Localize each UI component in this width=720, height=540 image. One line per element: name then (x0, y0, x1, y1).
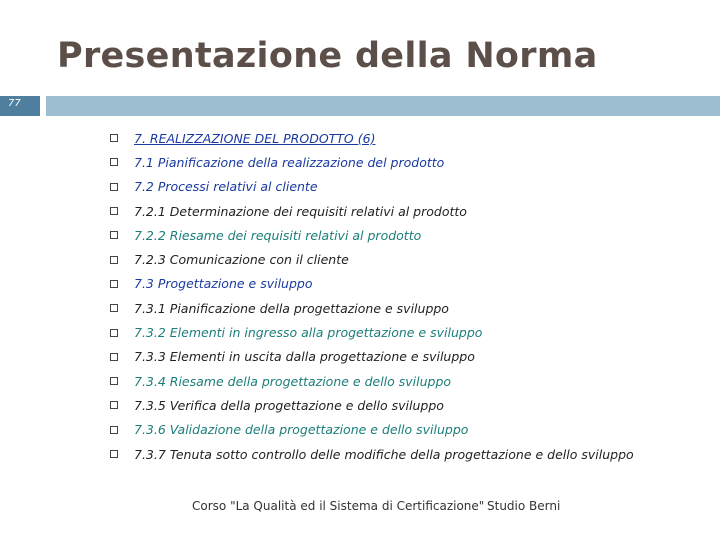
list-item-text: 7.2.3 Comunicazione con il cliente (134, 252, 349, 268)
list-item-text: 7.3.2 Elementi in ingresso alla progettazione e sviluppo (134, 325, 483, 341)
square-bullet-icon (110, 377, 118, 385)
list-item (110, 296, 634, 320)
square-bullet-icon (110, 207, 118, 215)
list-item (110, 345, 634, 369)
list-item-text: 7.3.1 Pianificazione della progettazione e sviluppo (134, 300, 449, 316)
slide-number-box (0, 96, 40, 116)
list-item (110, 369, 634, 393)
list-item-text: 7.3 Progettazione e sviluppo (134, 276, 313, 292)
square-bullet-icon (110, 353, 118, 361)
list-item (110, 223, 634, 247)
list-item (110, 418, 634, 442)
list-item (110, 199, 634, 223)
list-item (110, 150, 634, 174)
square-bullet-icon (110, 158, 118, 166)
list-item-text: 7.2 Processi relativi al cliente (134, 179, 318, 195)
footer-course: Corso "La Qualità ed il Sistema di Certificazione" (192, 499, 485, 513)
list-item (110, 247, 634, 271)
header-bar (46, 96, 720, 116)
list-item-text: 7.3.7 Tenuta sotto controllo delle modifiche della progettazione e dello sviluppo (134, 446, 634, 462)
slide-title: Presentazione della Norma (57, 36, 598, 76)
square-bullet-icon (110, 401, 118, 409)
square-bullet-icon (110, 231, 118, 239)
list-item (110, 126, 634, 150)
square-bullet-icon (110, 256, 118, 264)
square-bullet-icon (110, 134, 118, 142)
list-item (110, 175, 634, 199)
list-item (110, 320, 634, 344)
bullet-list (110, 126, 634, 466)
list-item-text: 7.3.5 Verifica della progettazione e dello sviluppo (134, 397, 444, 413)
list-item (110, 272, 634, 296)
list-item-text: 7.3.6 Validazione della progettazione e dello sviluppo (134, 422, 469, 438)
square-bullet-icon (110, 183, 118, 191)
list-item-text: 7. REALIZZAZIONE DEL PRODOTTO (6) (134, 130, 376, 146)
square-bullet-icon (110, 450, 118, 458)
list-item-text: 7.3.4 Riesame della progettazione e dello sviluppo (134, 373, 452, 389)
square-bullet-icon (110, 304, 118, 312)
square-bullet-icon (110, 329, 118, 337)
list-item-text: 7.3.3 Elementi in uscita dalla progettazione e sviluppo (134, 349, 475, 365)
footer-studio: Studio Berni (487, 499, 561, 513)
slide-number: 77 (8, 98, 21, 109)
list-item (110, 393, 634, 417)
list-item (110, 442, 634, 466)
square-bullet-icon (110, 426, 118, 434)
list-item-text: 7.1 Pianificazione della realizzazione del prodotto (134, 154, 445, 170)
list-item-text: 7.2.1 Determinazione dei requisiti relativi al prodotto (134, 203, 467, 219)
square-bullet-icon (110, 280, 118, 288)
list-item-text: 7.2.2 Riesame dei requisiti relativi al prodotto (134, 227, 422, 243)
